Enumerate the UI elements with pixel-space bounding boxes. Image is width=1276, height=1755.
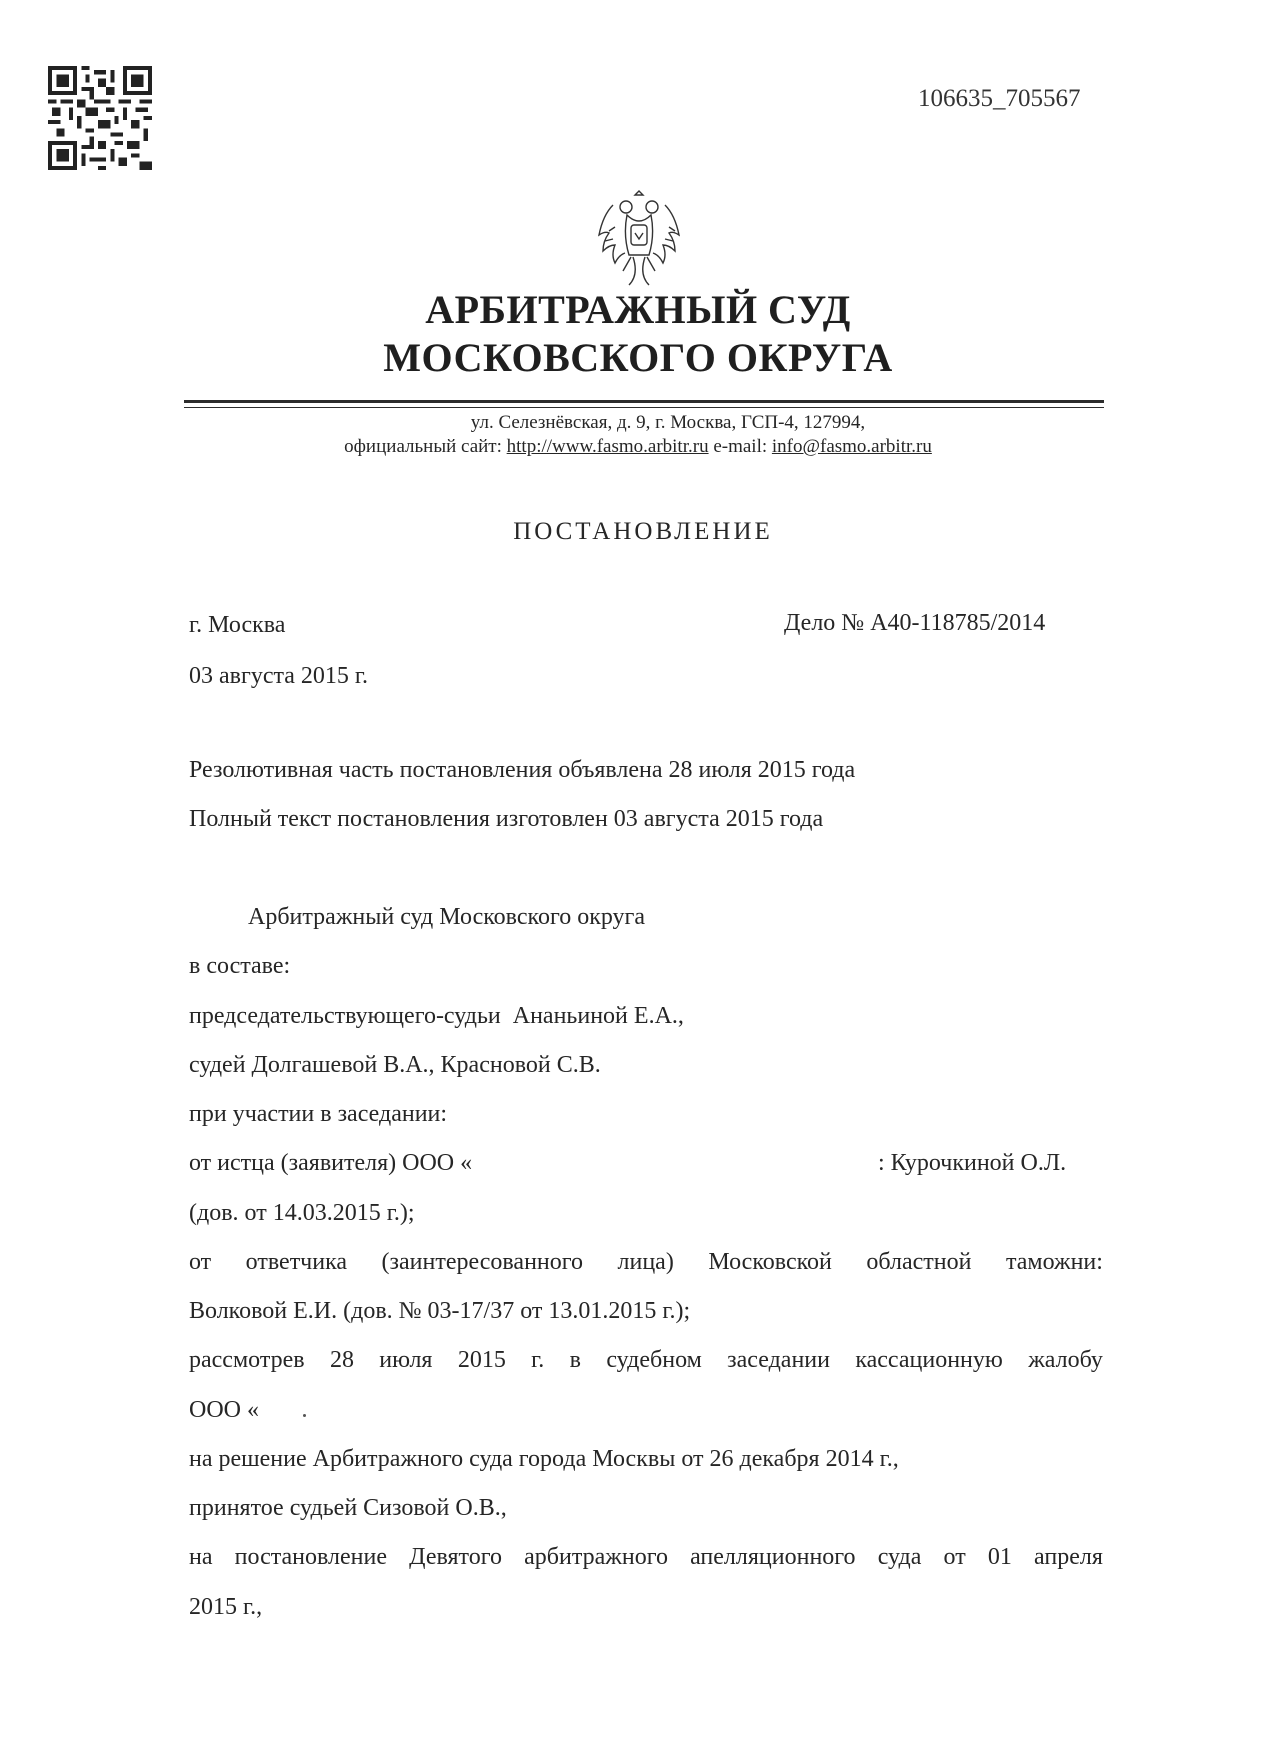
appeal-line-word: от [943, 1544, 966, 1570]
site-label: официальный сайт: [344, 436, 507, 457]
appeal-line-word: суда [877, 1544, 922, 1570]
appeal-line-word: апелляционного [690, 1544, 856, 1570]
plaintiff-representative: : Курочкиной О.Л. [878, 1150, 1067, 1176]
qr-code-icon [48, 66, 152, 170]
plaintiff-prefix: от истца (заявителя) ООО « [189, 1150, 473, 1176]
defendant-line [189, 1249, 1103, 1276]
defendant-representative: Волковой Е.И. (дов. № 03-17/37 от 13.01.2015 г.); [189, 1298, 691, 1324]
court-name-line2: МОСКОВСКОГО ОКРУГА [383, 335, 893, 380]
court-address: ул. Селезнёвская, д. 9, г. Москва, ГСП-4, 127994, [470, 412, 866, 433]
appeal-line-word: постановление [234, 1544, 388, 1570]
appeal-line-word: Девятого [409, 1544, 502, 1570]
full-text-date: Полный текст постановления изготовлен 03 августа 2015 года [189, 806, 824, 832]
decision-line: на решение Арбитражного суда города Москвы от 26 декабря 2014 г., [189, 1446, 899, 1472]
defendant-line-word: областной [866, 1249, 972, 1275]
plaintiff-power-of-attorney: (дов. от 14.03.2015 г.); [189, 1200, 415, 1226]
participation-label: при участии в заседании: [189, 1101, 448, 1127]
email-link[interactable]: info@fasmo.arbitr.ru [771, 436, 932, 457]
site-link[interactable]: http://www.fasmo.arbitr.ru [506, 436, 709, 457]
document-number: 106635_705567 [918, 85, 1081, 112]
considered-line-word: 28 [329, 1347, 354, 1373]
scan-dot [303, 1414, 306, 1417]
defendant-line-word: от [189, 1249, 212, 1275]
header-divider-thick [184, 400, 1104, 403]
judges: судей Долгашевой В.А., Красновой С.В. [189, 1052, 601, 1078]
court-contacts [0, 436, 1276, 458]
appeal-line-word: на [189, 1544, 213, 1570]
defendant-line-word: таможни: [1005, 1249, 1103, 1275]
presiding-judge: председательствующего-судьи Ананьиной Е.А., [189, 1003, 684, 1029]
appellant: ООО « [189, 1397, 259, 1423]
considered-line-word: кассационную [855, 1347, 1003, 1373]
defendant-line-word: лица) [617, 1249, 674, 1275]
header-divider-thin [184, 407, 1104, 408]
considered-line-word: заседании [727, 1347, 830, 1373]
defendant-line-word: ответчика [245, 1249, 348, 1275]
coat-of-arms-icon [593, 187, 685, 292]
defendant-line-word: Московской [708, 1249, 832, 1275]
appeal-line-word: 01 [987, 1544, 1012, 1570]
considered-line-word: июля [379, 1347, 433, 1373]
accepted-by: принятое судьей Сизовой О.В., [189, 1495, 507, 1521]
considered-line-word: жалобу [1028, 1347, 1103, 1373]
resolution-announced: Резолютивная часть постановления объявлена 28 июля 2015 года [189, 757, 856, 783]
appeal-line-word: апреля [1034, 1544, 1103, 1570]
composition-label: в составе: [189, 953, 291, 979]
court-name-line1: АРБИТРАЖНЫЙ СУД [425, 287, 851, 332]
considered-line-word: г. [531, 1347, 545, 1373]
court-intro: Арбитражный суд Московского округа [248, 904, 646, 930]
document-title: ПОСТАНОВЛЕНИЕ [513, 518, 773, 545]
considered-line-word: судебном [606, 1347, 702, 1373]
document-date: 03 августа 2015 г. [189, 663, 369, 689]
case-number: Дело № А40-118785/2014 [784, 610, 1046, 636]
considered-line-word: в [569, 1347, 581, 1373]
considered-line [189, 1347, 1103, 1374]
considered-line-word: рассмотрев [189, 1347, 305, 1373]
city: г. Москва [189, 612, 286, 638]
email-label: e-mail: [708, 436, 772, 457]
considered-line-word: 2015 [457, 1347, 506, 1373]
appeal-line-word: арбитражного [524, 1544, 668, 1570]
defendant-line-word: (заинтересованного [381, 1249, 584, 1275]
appeal-line [189, 1544, 1103, 1571]
appeal-year: 2015 г., [189, 1594, 263, 1620]
